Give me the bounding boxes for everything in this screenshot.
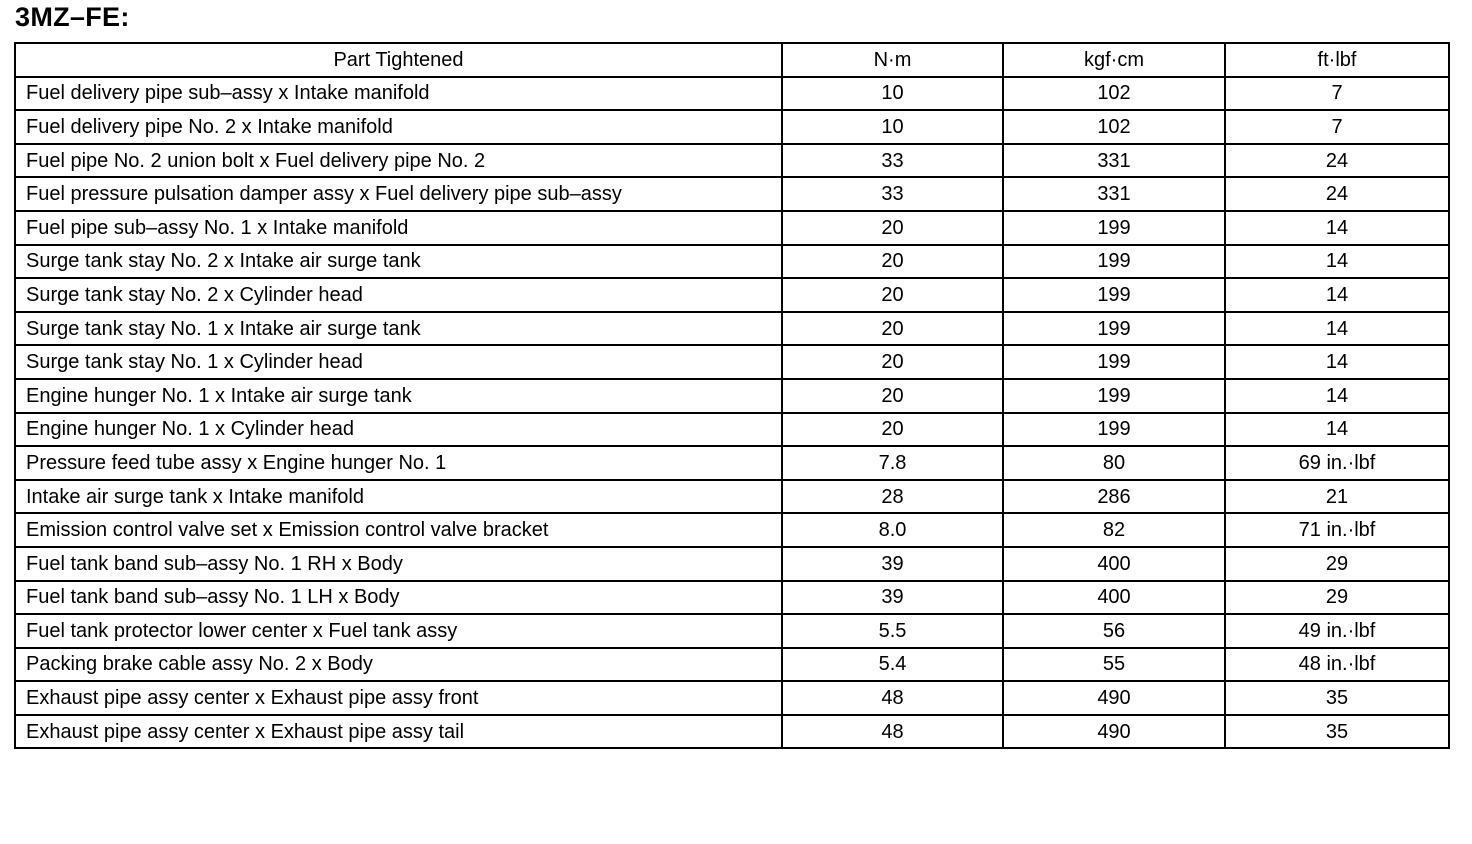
cell-ft-lbf: 35: [1225, 681, 1449, 715]
cell-part-tightened: Fuel tank band sub–assy No. 1 RH x Body: [15, 547, 782, 581]
cell-kgf-cm: 490: [1003, 681, 1225, 715]
cell-part-tightened: Fuel pressure pulsation damper assy x Fuel delivery pipe sub–assy: [15, 177, 782, 211]
table-row: [15, 480, 1449, 514]
cell-nm: 33: [782, 177, 1003, 211]
cell-ft-lbf: 14: [1225, 345, 1449, 379]
cell-nm: 7.8: [782, 446, 1003, 480]
table-row: [15, 446, 1449, 480]
cell-kgf-cm: 102: [1003, 110, 1225, 144]
table-body: [15, 77, 1449, 749]
cell-part-tightened: Packing brake cable assy No. 2 x Body: [15, 648, 782, 682]
cell-ft-lbf: 29: [1225, 581, 1449, 615]
cell-nm: 39: [782, 547, 1003, 581]
header-nm: N·m: [782, 43, 1003, 77]
cell-part-tightened: Fuel pipe sub–assy No. 1 x Intake manifold: [15, 211, 782, 245]
table-row: [15, 211, 1449, 245]
table-header: [15, 43, 1449, 77]
torque-spec-table: [14, 42, 1450, 749]
header-ft-lbf: ft·lbf: [1225, 43, 1449, 77]
cell-nm: 20: [782, 312, 1003, 346]
cell-kgf-cm: 199: [1003, 379, 1225, 413]
cell-ft-lbf: 14: [1225, 245, 1449, 279]
cell-part-tightened: Pressure feed tube assy x Engine hunger No. 1: [15, 446, 782, 480]
table-row: [15, 278, 1449, 312]
cell-ft-lbf: 21: [1225, 480, 1449, 514]
table-row: [15, 413, 1449, 447]
cell-ft-lbf: 14: [1225, 413, 1449, 447]
table-row: [15, 547, 1449, 581]
cell-kgf-cm: 199: [1003, 413, 1225, 447]
cell-nm: 5.5: [782, 614, 1003, 648]
table-row: [15, 648, 1449, 682]
cell-ft-lbf: 7: [1225, 77, 1449, 111]
header-row: [15, 43, 1449, 77]
cell-ft-lbf: 71 in.·lbf: [1225, 513, 1449, 547]
cell-nm: 48: [782, 681, 1003, 715]
cell-ft-lbf: 69 in.·lbf: [1225, 446, 1449, 480]
cell-nm: 28: [782, 480, 1003, 514]
cell-nm: 5.4: [782, 648, 1003, 682]
cell-part-tightened: Surge tank stay No. 2 x Intake air surge tank: [15, 245, 782, 279]
table-row: [15, 581, 1449, 615]
cell-kgf-cm: 55: [1003, 648, 1225, 682]
table-row: [15, 513, 1449, 547]
cell-ft-lbf: 14: [1225, 312, 1449, 346]
table-row: [15, 245, 1449, 279]
cell-nm: 20: [782, 379, 1003, 413]
cell-nm: 20: [782, 211, 1003, 245]
cell-ft-lbf: 35: [1225, 715, 1449, 749]
cell-nm: 20: [782, 345, 1003, 379]
cell-part-tightened: Engine hunger No. 1 x Intake air surge tank: [15, 379, 782, 413]
cell-ft-lbf: 14: [1225, 211, 1449, 245]
cell-part-tightened: Surge tank stay No. 1 x Cylinder head: [15, 345, 782, 379]
cell-ft-lbf: 14: [1225, 379, 1449, 413]
cell-kgf-cm: 80: [1003, 446, 1225, 480]
cell-kgf-cm: 199: [1003, 278, 1225, 312]
table-row: [15, 681, 1449, 715]
cell-kgf-cm: 56: [1003, 614, 1225, 648]
cell-kgf-cm: 331: [1003, 177, 1225, 211]
cell-kgf-cm: 199: [1003, 245, 1225, 279]
cell-part-tightened: Emission control valve set x Emission control valve bracket: [15, 513, 782, 547]
cell-kgf-cm: 286: [1003, 480, 1225, 514]
cell-ft-lbf: 24: [1225, 177, 1449, 211]
cell-part-tightened: Fuel tank protector lower center x Fuel tank assy: [15, 614, 782, 648]
cell-kgf-cm: 82: [1003, 513, 1225, 547]
cell-part-tightened: Intake air surge tank x Intake manifold: [15, 480, 782, 514]
cell-part-tightened: Exhaust pipe assy center x Exhaust pipe assy tail: [15, 715, 782, 749]
cell-ft-lbf: 48 in.·lbf: [1225, 648, 1449, 682]
cell-kgf-cm: 199: [1003, 345, 1225, 379]
table-row: [15, 345, 1449, 379]
cell-ft-lbf: 7: [1225, 110, 1449, 144]
cell-kgf-cm: 331: [1003, 144, 1225, 178]
table-row: [15, 614, 1449, 648]
cell-nm: 20: [782, 245, 1003, 279]
cell-nm: 20: [782, 413, 1003, 447]
cell-kgf-cm: 400: [1003, 581, 1225, 615]
cell-nm: 20: [782, 278, 1003, 312]
cell-part-tightened: Fuel delivery pipe No. 2 x Intake manifold: [15, 110, 782, 144]
cell-ft-lbf: 29: [1225, 547, 1449, 581]
table-row: [15, 715, 1449, 749]
table-row: [15, 77, 1449, 111]
cell-kgf-cm: 490: [1003, 715, 1225, 749]
cell-part-tightened: Engine hunger No. 1 x Cylinder head: [15, 413, 782, 447]
header-part-tightened: Part Tightened: [15, 43, 782, 77]
cell-kgf-cm: 400: [1003, 547, 1225, 581]
cell-kgf-cm: 102: [1003, 77, 1225, 111]
cell-nm: 33: [782, 144, 1003, 178]
table-row: [15, 312, 1449, 346]
cell-nm: 8.0: [782, 513, 1003, 547]
cell-part-tightened: Exhaust pipe assy center x Exhaust pipe assy front: [15, 681, 782, 715]
table-row: [15, 379, 1449, 413]
cell-part-tightened: Fuel delivery pipe sub–assy x Intake manifold: [15, 77, 782, 111]
cell-kgf-cm: 199: [1003, 312, 1225, 346]
cell-kgf-cm: 199: [1003, 211, 1225, 245]
cell-ft-lbf: 49 in.·lbf: [1225, 614, 1449, 648]
cell-nm: 39: [782, 581, 1003, 615]
cell-nm: 48: [782, 715, 1003, 749]
table-row: [15, 177, 1449, 211]
cell-ft-lbf: 14: [1225, 278, 1449, 312]
cell-ft-lbf: 24: [1225, 144, 1449, 178]
header-kgf-cm: kgf·cm: [1003, 43, 1225, 77]
cell-part-tightened: Fuel pipe No. 2 union bolt x Fuel delivery pipe No. 2: [15, 144, 782, 178]
cell-part-tightened: Surge tank stay No. 2 x Cylinder head: [15, 278, 782, 312]
cell-part-tightened: Fuel tank band sub–assy No. 1 LH x Body: [15, 581, 782, 615]
page-title: 3MZ–FE:: [15, 2, 130, 32]
cell-part-tightened: Surge tank stay No. 1 x Intake air surge tank: [15, 312, 782, 346]
cell-nm: 10: [782, 110, 1003, 144]
cell-nm: 10: [782, 77, 1003, 111]
table-row: [15, 144, 1449, 178]
table-row: [15, 110, 1449, 144]
